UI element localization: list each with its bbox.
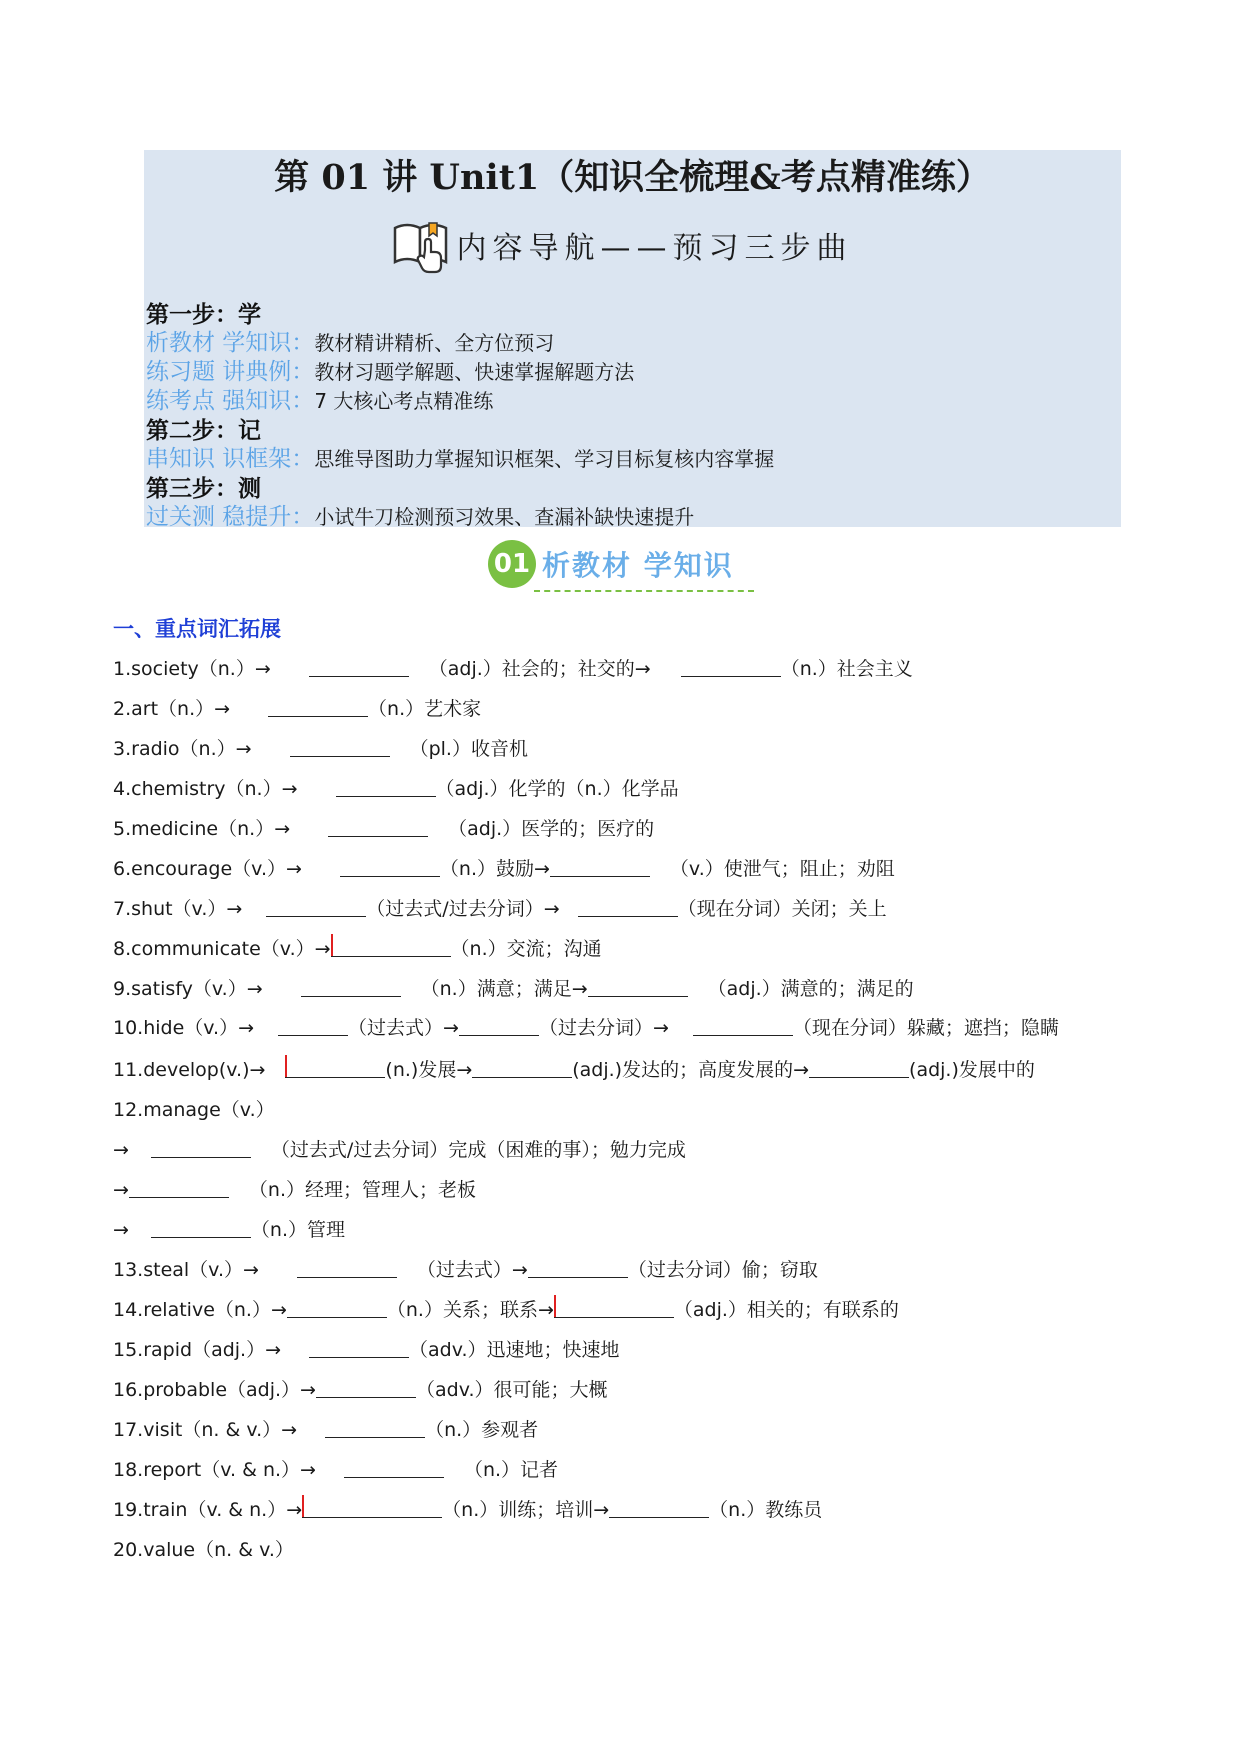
step-heading: 第二步：记	[146, 417, 261, 444]
vocab-item	[113, 688, 1123, 728]
vocab-item	[113, 928, 1123, 968]
fill-in-blank[interactable]	[316, 1375, 416, 1398]
vocab-text: 7.shut（v.）→	[113, 898, 243, 920]
section-badge	[488, 540, 734, 588]
section-underline	[534, 590, 754, 592]
vocab-title: 一、重点词汇拓展	[113, 617, 281, 641]
vocab-text: 13.steal（v.）→	[113, 1259, 259, 1281]
fill-in-blank[interactable]	[528, 1255, 628, 1278]
vocab-text: 17.visit（n. & v.）→	[113, 1419, 298, 1441]
fill-in-blank[interactable]	[328, 814, 428, 837]
vocab-text: 19.train（v. & n.）→	[113, 1499, 303, 1521]
fill-in-blank[interactable]	[309, 1335, 409, 1358]
vocab-text: （过去式）→	[348, 1017, 459, 1039]
fill-in-blank[interactable]	[681, 654, 781, 677]
vocab-item	[113, 1209, 1123, 1249]
vocab-text: 1.society（n.）→	[113, 658, 271, 680]
fill-in-blank[interactable]	[693, 1013, 793, 1036]
vocab-text: （过去式）→	[416, 1259, 528, 1281]
vocab-item	[113, 1329, 1123, 1369]
vocab-list	[113, 648, 1123, 1569]
vocab-text: （现在分词）关闭；关上	[677, 898, 887, 920]
vocab-item	[113, 648, 1123, 688]
vocab-text: （n.）关系；联系→	[386, 1299, 554, 1321]
vocab-text: （n.）满意；满足→	[420, 978, 588, 1000]
fill-in-blank[interactable]	[809, 1055, 909, 1078]
fill-in-blank[interactable]	[297, 1255, 397, 1278]
fill-in-blank[interactable]	[151, 1215, 251, 1238]
fill-in-blank[interactable]	[609, 1495, 709, 1518]
step-key: 练考点 强知识：	[146, 388, 315, 414]
vocab-text: 5.medicine（n.）→	[113, 818, 291, 840]
step-desc: 教材习题学解题、快速掌握解题方法	[314, 360, 635, 384]
vocab-text: （adv.）很可能；大概	[415, 1379, 608, 1401]
vocab-item	[113, 968, 1123, 1008]
vocab-text: 12.manage（v.）	[113, 1099, 275, 1121]
vocab-text: （现在分词）躲藏；遮挡；隐瞒	[792, 1017, 1059, 1039]
vocab-item	[113, 888, 1123, 928]
step-heading: 第一步：学	[146, 301, 261, 328]
fill-in-blank[interactable]	[290, 734, 390, 757]
vocab-item	[113, 1489, 1123, 1529]
fill-in-blank[interactable]	[554, 1295, 674, 1318]
vocab-text: →	[113, 1179, 129, 1201]
vocab-text: （adv.）迅速地；快速地	[409, 1339, 620, 1361]
vocab-text: （n.）教练员	[709, 1499, 823, 1521]
fill-in-blank[interactable]	[550, 854, 650, 877]
vocab-text: （pl.）收音机	[409, 738, 528, 760]
fill-in-blank[interactable]	[588, 974, 688, 997]
step-item	[146, 445, 774, 474]
fill-in-blank[interactable]	[331, 934, 451, 957]
vocab-item	[113, 1129, 1123, 1169]
vocab-item	[113, 728, 1123, 768]
step-item	[146, 387, 774, 416]
fill-in-blank[interactable]	[285, 1055, 385, 1078]
vocab-text: (adj.)发展中的	[909, 1059, 1035, 1081]
vocab-item	[113, 848, 1123, 888]
vocab-text: （v.）使泄气；阻止；劝阻	[669, 858, 895, 880]
nav-heading	[0, 214, 1241, 284]
vocab-text: （n.）训练；培训→	[442, 1499, 610, 1521]
vocab-text: (n.)发展→	[385, 1059, 473, 1081]
step-list	[146, 300, 774, 532]
fill-in-blank[interactable]	[472, 1055, 572, 1078]
step-desc: 小试牛刀检测预习效果、查漏补缺快速提升	[314, 505, 695, 529]
vocab-text: （n.）管理	[250, 1219, 346, 1241]
vocab-text: （过去式/过去分词）完成（困难的事）；勉力完成	[270, 1139, 686, 1161]
nav-title: 内容导航——预习三步曲	[456, 231, 853, 266]
vocab-text: （adj.）化学的（n.）化学品	[435, 778, 679, 800]
step-item	[146, 503, 774, 532]
vocab-text: 20.value（n. & v.）	[113, 1539, 294, 1561]
vocab-item	[113, 1449, 1123, 1489]
step-desc: 思维导图助力掌握知识框架、学习目标复核内容掌握	[314, 447, 775, 471]
vocab-item	[113, 1089, 1123, 1129]
vocab-text: （adj.）满意的；满足的	[707, 978, 914, 1000]
page-title: 第 01 讲 Unit1（知识全梳理&考点精准练）	[274, 157, 991, 198]
step-key: 过关测 稳提升：	[146, 504, 315, 530]
vocab-text: （n.）交流；沟通	[450, 938, 602, 960]
vocab-text: （过去分词）→	[538, 1017, 669, 1039]
vocab-item	[113, 768, 1123, 808]
fill-in-blank[interactable]	[302, 1495, 442, 1518]
vocab-item	[113, 1289, 1123, 1329]
fill-in-blank[interactable]	[278, 1013, 348, 1036]
vocab-text: 15.rapid（adj.）→	[113, 1339, 282, 1361]
step-item	[146, 329, 774, 358]
vocab-item	[113, 1369, 1123, 1409]
vocab-text: →	[113, 1139, 129, 1161]
vocab-text: 4.chemistry（n.）→	[113, 778, 298, 800]
vocab-text: （n.）艺术家	[368, 698, 482, 720]
vocab-item	[113, 808, 1123, 848]
vocab-text: （过去式/过去分词）→	[366, 898, 560, 920]
fill-in-blank[interactable]	[340, 854, 440, 877]
vocab-text: 8.communicate（v.）→	[113, 938, 331, 960]
vocab-text: 9.satisfy（v.）→	[113, 978, 263, 1000]
step-desc: 7 大核心考点精准练	[314, 389, 494, 413]
vocab-text: 11.develop(v.)→	[113, 1059, 266, 1081]
fill-in-blank[interactable]	[459, 1013, 539, 1036]
vocab-text: 14.relative（n.）→	[113, 1299, 287, 1321]
vocab-text: （n.）社会主义	[780, 658, 913, 680]
vocab-item	[113, 1049, 1123, 1089]
vocab-text: (adj.)发达的；高度发展的→	[572, 1059, 810, 1081]
vocab-text: 3.radio（n.）→	[113, 738, 252, 760]
vocab-text: 16.probable（adj.）→	[113, 1379, 316, 1401]
vocab-text: （n.）参观者	[425, 1419, 539, 1441]
vocab-item	[113, 1008, 1123, 1047]
vocab-text: 6.encourage（v.）→	[113, 858, 302, 880]
fill-in-blank[interactable]	[309, 654, 409, 677]
vocab-item	[113, 1409, 1123, 1449]
fill-in-blank[interactable]	[151, 1135, 251, 1158]
fill-in-blank[interactable]	[336, 774, 436, 797]
step-item	[146, 358, 774, 387]
step-key: 析教材 学知识：	[146, 330, 315, 356]
vocab-text: （过去分词）偷；窃取	[627, 1259, 818, 1281]
open-book-icon	[389, 214, 453, 276]
vocab-item	[113, 1249, 1123, 1289]
section-number: 01	[488, 540, 536, 588]
step-key: 练习题 讲典例：	[146, 359, 315, 385]
vocab-text: 18.report（v. & n.）→	[113, 1459, 316, 1481]
fill-in-blank[interactable]	[268, 694, 368, 717]
vocab-text: （adj.）医学的；医疗的	[448, 818, 655, 840]
fill-in-blank[interactable]	[129, 1175, 229, 1198]
vocab-text: 2.art（n.）→	[113, 698, 231, 720]
fill-in-blank[interactable]	[578, 894, 678, 917]
step-desc: 教材精讲精析、全方位预习	[314, 331, 555, 355]
fill-in-blank[interactable]	[266, 894, 366, 917]
vocab-item	[113, 1169, 1123, 1209]
fill-in-blank[interactable]	[325, 1415, 425, 1438]
vocab-text: （n.）经理；管理人；老板	[248, 1179, 477, 1201]
vocab-text: （adj.）相关的；有联系的	[673, 1299, 899, 1321]
step-heading: 第三步：测	[146, 475, 261, 502]
vocab-text: （adj.）社会的；社交的→	[428, 658, 651, 680]
vocab-text: 10.hide（v.）→	[113, 1017, 255, 1039]
fill-in-blank[interactable]	[287, 1295, 387, 1318]
fill-in-blank[interactable]	[344, 1455, 444, 1478]
vocab-item	[113, 1529, 1123, 1569]
vocab-text: →	[113, 1219, 129, 1241]
step-key: 串知识 识框架：	[146, 446, 315, 472]
vocab-text: （n.）记者	[463, 1459, 559, 1481]
vocab-text: （n.）鼓励→	[439, 858, 550, 880]
section-label: 析教材 学知识	[542, 549, 734, 582]
fill-in-blank[interactable]	[301, 974, 401, 997]
